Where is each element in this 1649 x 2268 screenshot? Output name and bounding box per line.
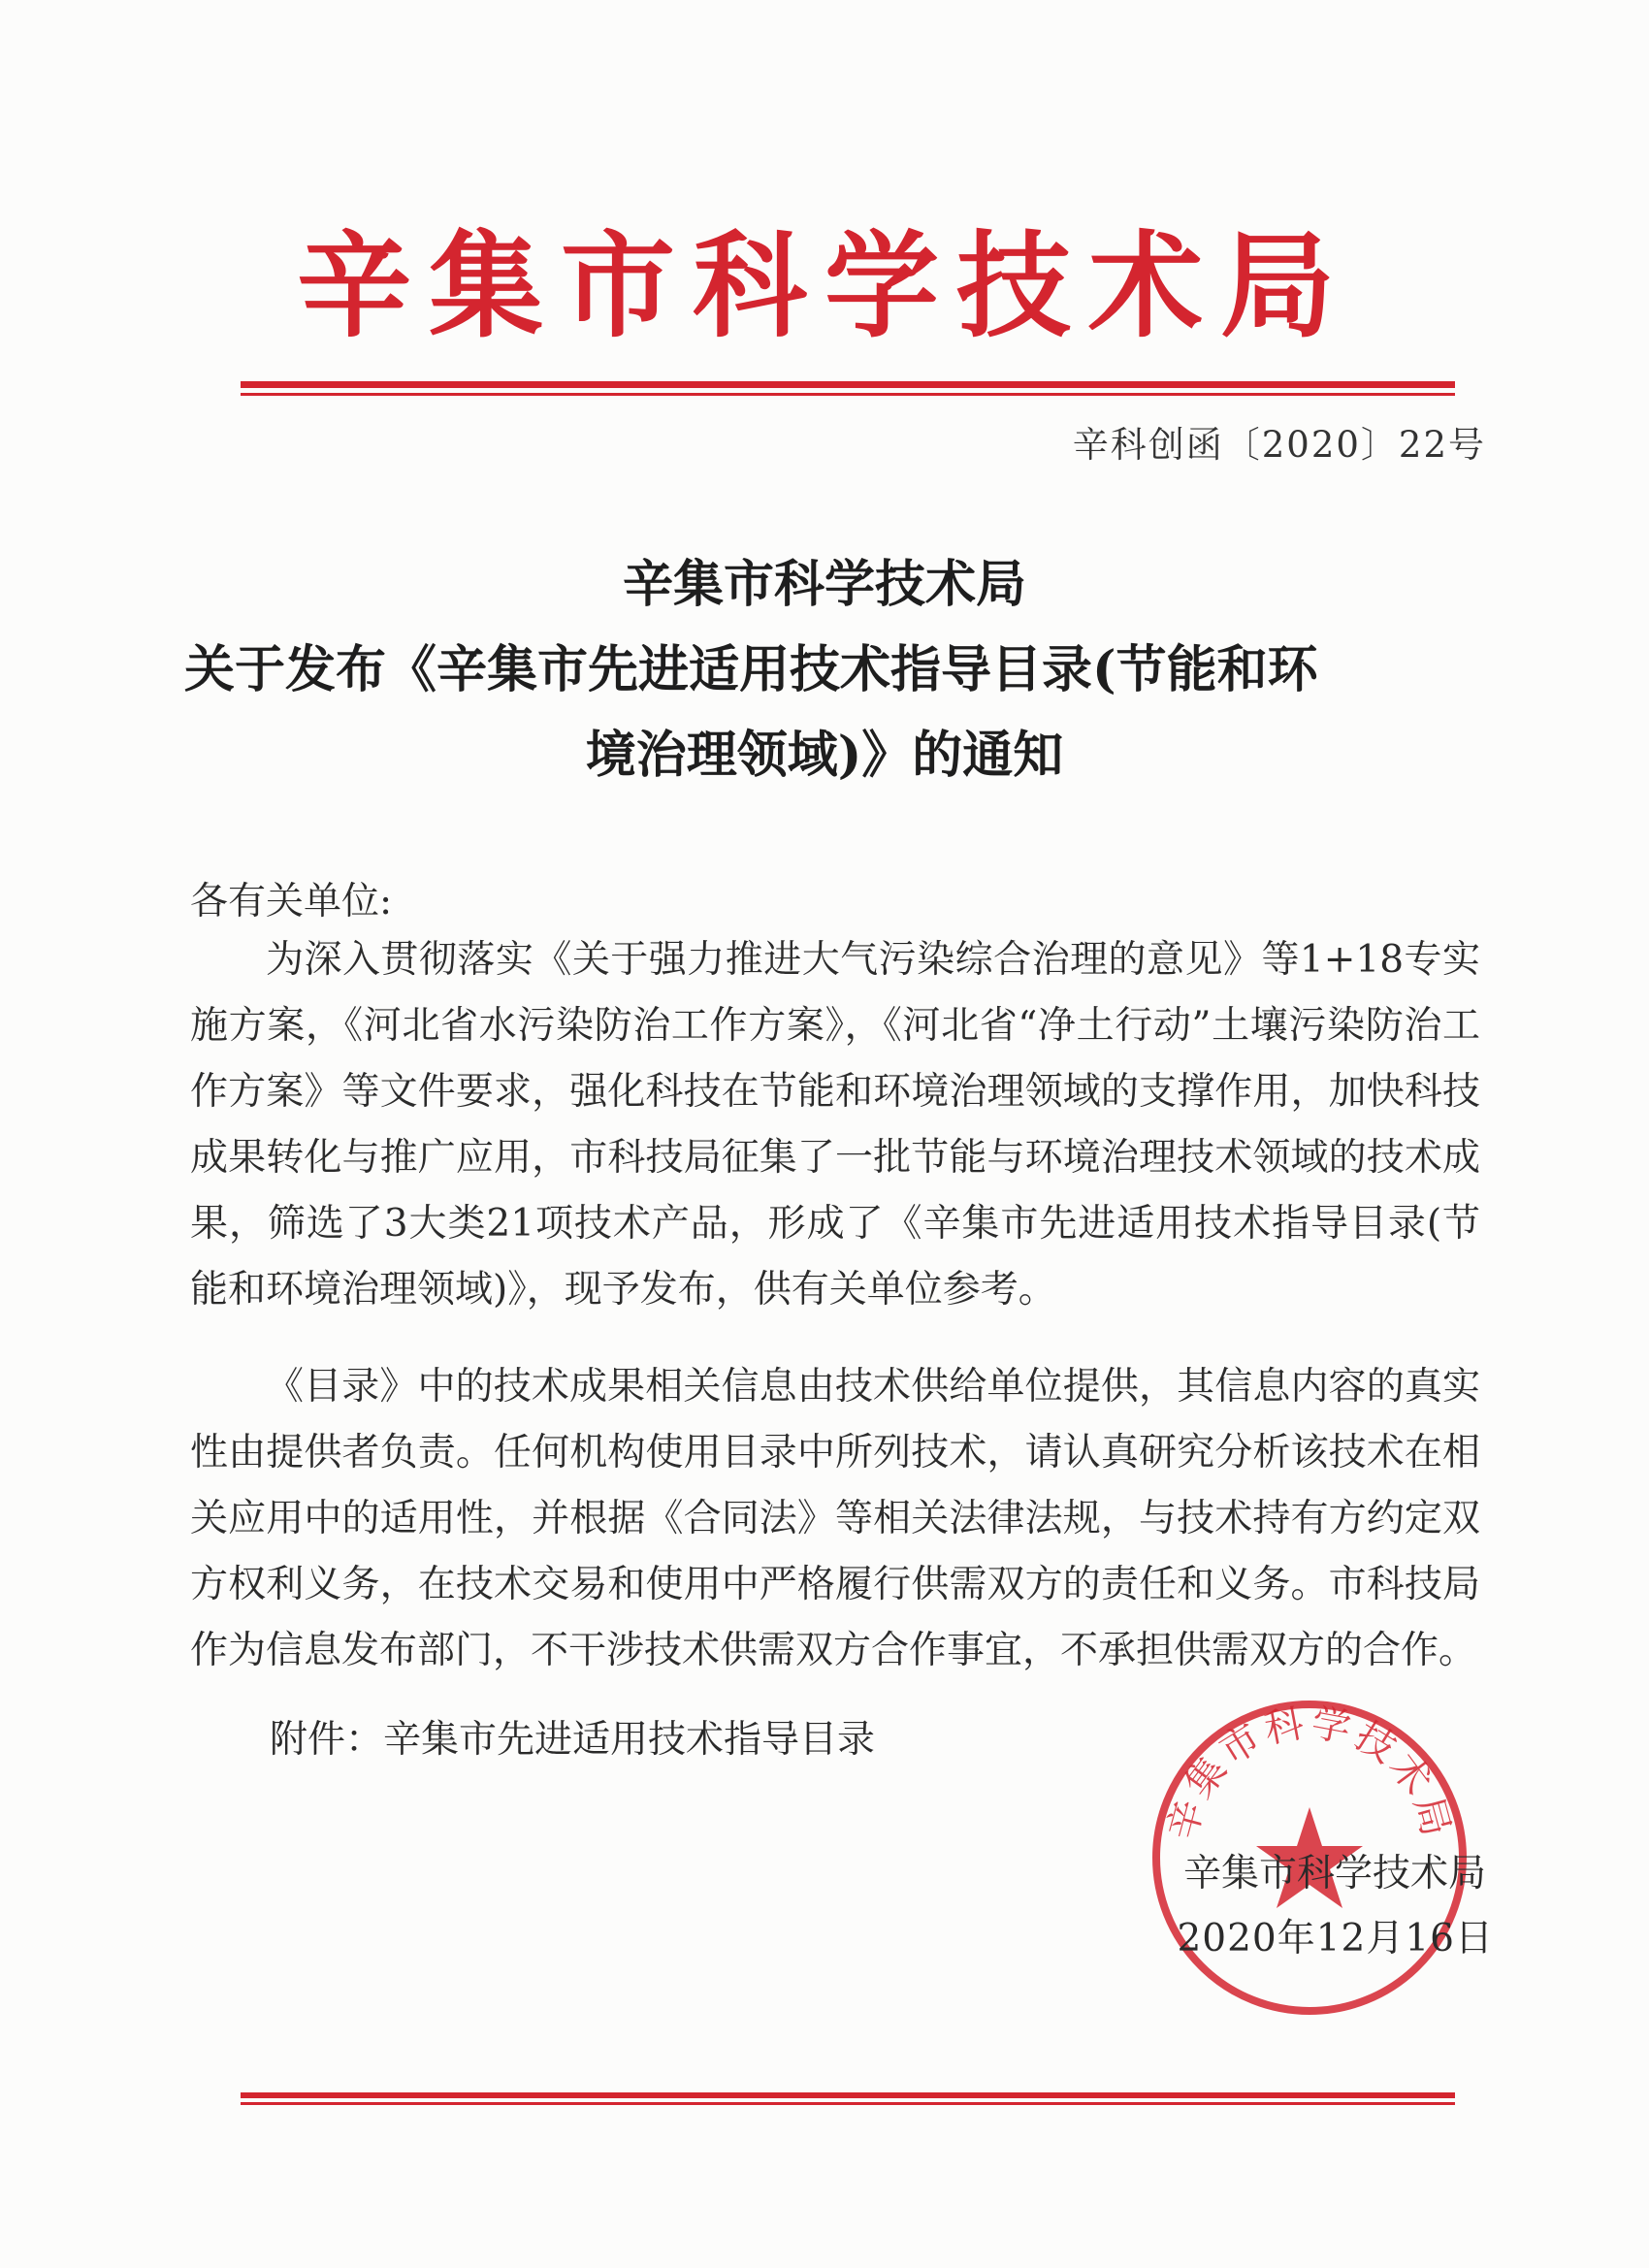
notice-title-line-1: 辛集市科学技术局: [622, 555, 1026, 614]
body-paragraph-1-block: [190, 927, 1480, 1323]
top-red-rule-thin: [241, 393, 1455, 396]
seal-text: 辛集市科学技术局: [1159, 1701, 1460, 1845]
top-red-rule-thick: [241, 381, 1455, 388]
body-paragraph-2-block: [190, 1354, 1480, 1684]
body-paragraph-2: 《目录》中的技术成果相关信息由技术供给单位提供，其信息内容的真实性由提供者负责。任何机构使用目录中所列技术，请认真研究分析该技术在相关应用中的适用性，并根据《合同法》等相关法律法规，与技术持有方约定双方权利义务，在技术交易和使用中严格履行供需双方的责任和义务。市科技局作为信息发布部门，不干涉技术供需双方合作事宜，不承担供需双方的合作。: [190, 1365, 1480, 1672]
bottom-red-rule-thin: [241, 2102, 1455, 2105]
notice-title-line-3: 境治理领域)》的通知: [585, 726, 1064, 785]
document-number: 辛科创函〔2020〕22号: [1072, 424, 1486, 466]
signature-date: 2020年12月16日: [1177, 1917, 1494, 1960]
body-paragraph-1: 为深入贯彻落实《关于强力推进大气污染综合治理的意见》等1+18专实施方案，《河北省水污染防治工作方案》，《河北省“净土行动”土壤污染防治工作方案》等文件要求，强化科技在节能和环境治理领域的支撑作用，加快科技成果转化与推广应用，市科技局征集了一批节能与环境治理技术领域的技术成果，筛选了3大类21项技术产品，形成了《辛集市先进适用技术指导目录(节能和环境治理领域)》，现予发布，供有关单位参考。: [190, 938, 1480, 1312]
notice-title-line-2: 关于发布《辛集市先进适用技术指导目录(节能和环: [184, 640, 1318, 699]
signature-organization: 辛集市科学技术局: [1182, 1852, 1486, 1895]
attachment-line: 附件：辛集市先进适用技术指导目录: [270, 1718, 876, 1762]
bottom-red-rule-thick: [241, 2092, 1455, 2098]
masthead-title: 辛集市科学技术局: [296, 218, 1352, 353]
salutation: 各有关单位:: [190, 880, 393, 923]
